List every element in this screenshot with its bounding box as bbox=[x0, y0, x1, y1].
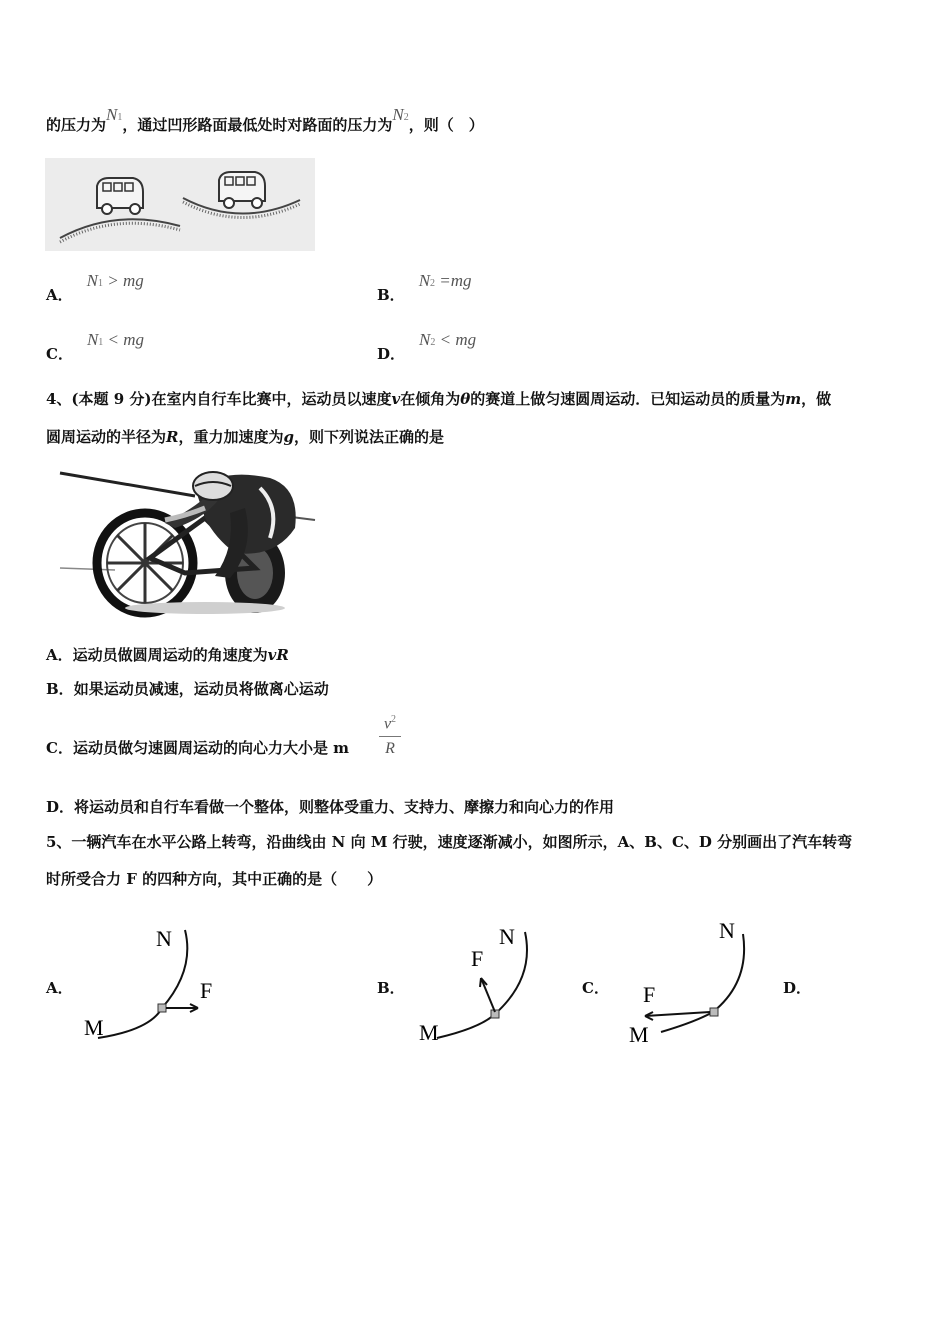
label-f: F bbox=[200, 978, 213, 1003]
label-n: N bbox=[719, 918, 735, 943]
q3-stem-part1: 的压力为 bbox=[46, 116, 107, 134]
n1-symbol: N1 bbox=[106, 105, 123, 124]
fraction-numerator: $v^2$ bbox=[383, 714, 397, 733]
q5-diagram-b bbox=[415, 918, 545, 1048]
q5-option-d[interactable]: D． bbox=[783, 979, 812, 997]
q3-option-b[interactable]: B．N2 =mg bbox=[377, 271, 472, 304]
q4-option-c-fraction bbox=[379, 710, 401, 759]
cyclist-photo bbox=[55, 458, 320, 618]
q3-stem-part3: ，则（ ） bbox=[408, 116, 484, 134]
q3-option-a[interactable]: A．N1 > mg bbox=[46, 271, 144, 304]
q3-stem-part2: ，通过凹形路面最低处时对路面的压力为 bbox=[122, 116, 393, 134]
label-f: F bbox=[471, 946, 484, 971]
q4-option-d[interactable]: D．将运动员和自行车看做一个整体，则整体受重力、支持力、摩擦力和向心力的作用 bbox=[46, 798, 615, 816]
label-n: N bbox=[156, 926, 172, 951]
q5-option-b[interactable]: B． bbox=[377, 979, 405, 997]
q3-car-figure bbox=[45, 158, 315, 251]
label-m: M bbox=[629, 1022, 649, 1047]
q5-diagram-c bbox=[625, 912, 765, 1052]
q3-option-d[interactable]: D．N2 < mg bbox=[377, 330, 477, 363]
label-m: M bbox=[84, 1015, 104, 1040]
q3-option-c[interactable]: C．N1 < mg bbox=[46, 330, 145, 363]
q4-stem-line2: 圆周运动的半径为R，重力加速度为g，则下列说法正确的是 bbox=[46, 428, 445, 446]
q5-stem-line2: 时所受合力 F 的四种方向，其中正确的是（ ） bbox=[46, 870, 383, 888]
q5-stem-line1: 5、一辆汽车在水平公路上转弯，沿曲线由 N 向 M 行驶，速度逐渐减小，如图所示，A、B、C、D 分别画出了汽车转弯 bbox=[46, 833, 853, 851]
label-m: M bbox=[419, 1020, 439, 1045]
q5-option-c[interactable]: C． bbox=[582, 979, 609, 997]
fraction-denominator: R bbox=[385, 740, 395, 758]
q3-stem bbox=[46, 105, 484, 138]
q5-diagram-a bbox=[80, 920, 230, 1045]
car-on-hill-icon bbox=[97, 178, 143, 214]
n2-symbol: N2 bbox=[392, 105, 409, 124]
q5-option-a[interactable]: A． bbox=[46, 979, 73, 997]
label-f: F bbox=[643, 982, 656, 1007]
q4-option-c[interactable]: C．运动员做匀速圆周运动的向心力大小是 m bbox=[46, 739, 350, 757]
q4-stem-line1: 4、(本题 9 分)在室内自行车比赛中，运动员以速度v在倾角为θ的赛道上做匀速圆周运动．已知运动员的质量为m，做 bbox=[46, 390, 832, 408]
label-n: N bbox=[499, 924, 515, 949]
q4-option-a[interactable]: A．运动员做圆周运动的角速度为vR bbox=[46, 646, 289, 664]
fraction-bar bbox=[379, 736, 401, 737]
q4-option-b[interactable]: B．如果运动员减速，运动员将做离心运动 bbox=[46, 680, 329, 698]
